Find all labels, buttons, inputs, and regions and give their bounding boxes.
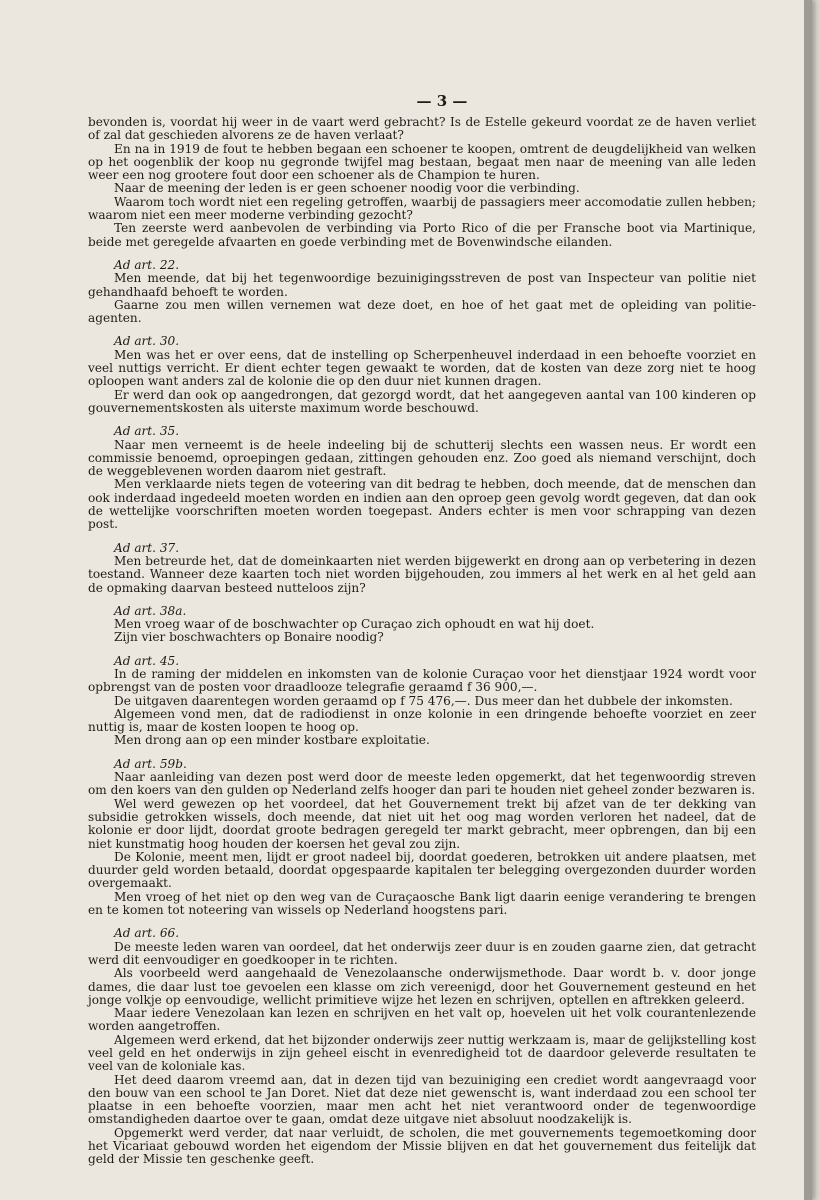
section-paragraph: Het deed daarom vreemd aan, dat in dezen tijd van bezuiniging een crediet wordt aangevraagd voor den bouw van een school te Jan Doret. Niet dat deze niet gewenscht is, want inderdaad zou een school ter plaatse in een behoefte voorzien, maar men acht het niet verantwoord onder de tegenwoordige omstandigheden daartoe over te gaan, omdat deze uitgave niet absoluut noodzakelijk is. <box>88 1072 756 1127</box>
section-paragraph: Naar men verneemt is de heele indeeling bij de schutterij slechts een wassen neus. Er wordt een commissie benoemd, oproepingen gedaan, zittingen gehouden enz. Zoo goed als niemand verschijnt, doch de weggeblevenen worden daarom niet gestraft. <box>88 437 756 479</box>
intro-block <box>88 116 756 249</box>
page-number: — 3 — <box>416 92 468 110</box>
section-paragraph: De Kolonie, meent men, lijdt er groot nadeel bij, doordat goederen, betrokken uit andere plaatsen, met duurder geld worden betaald, doordat opgespaarde kapitalen ter belegging overgezonden duurder worden overgemaakt. <box>88 849 756 891</box>
section-paragraph: Men drong aan op een minder kostbare exploitatie. <box>114 733 430 748</box>
section-heading: Ad art. 38a. <box>114 603 187 618</box>
section-paragraph: In de raming der middelen en inkomsten van de kolonie Curaçao voor het dienstjaar 1924 wordt voor opbrengst van de posten voor draadlooze telegrafie geraamd f 36 900,—. <box>88 666 756 695</box>
section-heading: Ad art. 66. <box>114 926 180 941</box>
section-paragraph: Wel werd gewezen op het voordeel, dat het Gouvernement trekt bij afzet van de ter dekking van subsidie getrokken wissels, doch meende, dat niet uit het oog mag worden verloren het nadeel, dat de kolonie er door lijdt, doordat groote bedragen geregeld ter markt gebracht, meer opbrengen, dan bij een niet kunstmatig hoog houden der koersen het geval zou zijn. <box>88 796 756 851</box>
section-paragraph: Algemeen werd erkend, dat het bijzonder onderwijs zeer nuttig werkzaam is, maar de gelijkstelling kost veel geld en het onderwijs in zijn geheel eischt in evenredigheid tot de daardoor geleverde resultaten te veel van de koloniale kas. <box>88 1032 756 1074</box>
section-paragraph: Zijn vier boschwachters op Bonaire noodig? <box>114 630 384 645</box>
section-paragraph: De meeste leden waren van oordeel, dat het onderwijs zeer duur is en zouden gaarne zien, dat getracht werd dit eenvoudiger en goedkooper in te richten. <box>88 939 756 967</box>
section-heading: Ad art. 59b. <box>114 756 187 771</box>
section-paragraph: Maar iedere Venezolaan kan lezen en schrijven en het valt op, hoevelen uit het volk courantenlezende worden aangetroffen. <box>88 1006 756 1034</box>
section-paragraph: Men meende, dat bij het tegenwoordige bezuinigingsstreven de post van Inspecteur van politie niet gehandhaafd behoeft te worden. <box>88 271 756 299</box>
intro-paragraph: Waarom toch wordt niet een regeling getroffen, waarbij de passagiers meer accomodatie zullen hebben; waarom niet een meer moderne verbinding gezocht? <box>88 194 756 223</box>
section-paragraph: De uitgaven daarentegen worden geraamd op f 75 476,—. Dus meer dan het dubbele der inkomsten. <box>114 693 733 708</box>
section-heading: Ad art. 35. <box>114 424 180 439</box>
intro-paragraph: bevonden is, voordat hij weer in de vaart werd gebracht? Is de Estelle gekeurd voordat ze de haven verliet of zal dat geschieden alvorens ze de haven verlaat? <box>88 115 756 143</box>
page-content <box>88 90 756 1167</box>
sections-block <box>88 259 756 1167</box>
section-paragraph: Men betreurde het, dat de domeinkaarten niet werden bijgewerkt en drong aan op verbetering in dezen toestand. Wanneer deze kaarten toch niet worden bijgehouden, zou immers al het werk en al het geld aan de opmaking daarvan besteed nutteloos zijn? <box>88 553 756 595</box>
section-heading: Ad art. 37. <box>114 540 180 555</box>
section-paragraph: Algemeen vond men, dat de radiodienst in onze kolonie in een dringende behoefte voorziet en zeer nuttig is, maar de kosten loopen te hoog op. <box>88 706 756 735</box>
intro-paragraph: Naar de meening der leden is er geen schoener noodig voor die verbinding. <box>114 181 580 196</box>
section-paragraph: Men vroeg waar of de boschwachter op Curaçao zich ophoudt en wat hij doet. <box>114 617 595 632</box>
section-paragraph: Gaarne zou men willen vernemen wat deze doet, en hoe of het gaat met de opleiding van politie-agenten. <box>88 297 756 326</box>
page-edge <box>804 0 812 1200</box>
section-paragraph: Men verklaarde niets tegen de voteering van dit bedrag te hebben, doch meende, dat de menschen dan ook inderdaad ingedeeld moeten worden en indien aan den oproep geen gevolg wordt gegeven, dat dan ook de wettelijke voorschriften moeten worden toegepast. Anders echter is men voor schrapping van dezen post. <box>88 477 756 532</box>
section-paragraph: Naar aanleiding van dezen post werd door de meeste leden opgemerkt, dat het tegenwoordig streven om den koers van den gulden op Nederland zelfs hooger dan pari te houden niet geheel zonder bezwaren is. <box>88 770 756 798</box>
section-paragraph: Als voorbeeld werd aangehaald de Venezolaansche onderwijsmethode. Daar wordt b. v. door jonge dames, die daar lust toe gevoelen een klasse om zich vereenigd, door het Gouvernement gesteund en het jonge volkje op eenvoudige, wellicht primitieve wijze het lezen en schrijven, optellen en aftrekken geleerd. <box>88 966 756 1007</box>
section-heading: Ad art. 30. <box>114 334 180 349</box>
section-heading: Ad art. 45. <box>114 653 180 668</box>
intro-paragraph: Ten zeerste werd aanbevolen de verbinding via Porto Rico of die per Fransche boot via Martinique, beide met geregelde afvaarten en goede verbinding met de Bovenwindsche eilanden. <box>88 221 756 249</box>
section-paragraph: Opgemerkt werd verder, dat naar verluidt, de scholen, die met gouvernements tegemoetkoming door het Vicariaat gebouwd worden het eigendom der Missie blijven en dat het gouvernement dus feitelijk dat geld der Missie ten geschenke geeft. <box>88 1125 756 1167</box>
section-paragraph: Er werd dan ook op aangedrongen, dat gezorgd wordt, dat het aangegeven aantal van 100 kinderen op gouvernementskosten als uiterste maximum worde beschouwd. <box>88 387 756 415</box>
intro-paragraph: En na in 1919 de fout te hebben begaan een schoener te koopen, omtrent de deugdelijkheid van welken op het oogenblik der koop nu gegronde twijfel mag bestaan, begaat men naar de meening van alle leden weer een nog grootere fout door een schoener als de Champion te huren. <box>88 141 756 183</box>
section-heading: Ad art. 22. <box>114 257 180 272</box>
section-paragraph: Men vroeg of het niet op den weg van de Curaçaosche Bank ligt daarin eenige verandering te brengen en te komen tot noteering van wissels op Nederland hoogstens pari. <box>88 889 756 918</box>
section-paragraph: Men was het er over eens, dat de instelling op Scherpenheuvel inderdaad in een behoefte voorziet en veel nuttigs verricht. Er dient echter tegen gewaakt te worden, dat de kosten van deze zorg niet te hoog oploopen want anders zal de kolonie die op den duur niet kunnen dragen. <box>88 347 756 389</box>
